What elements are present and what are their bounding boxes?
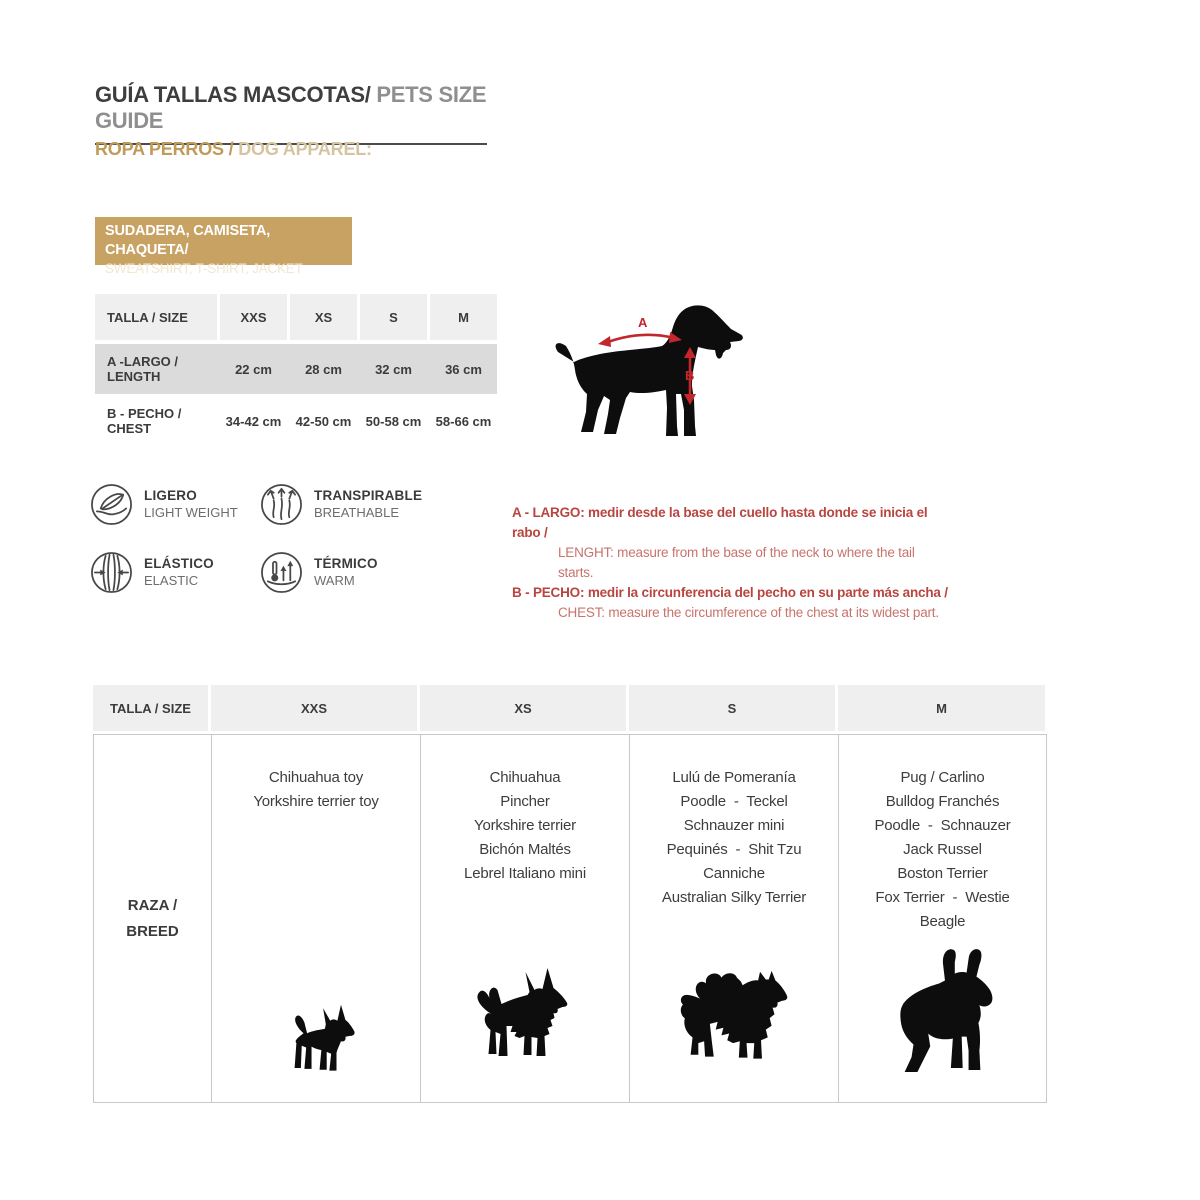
feature-elastic: [90, 551, 214, 594]
feather-hand-icon: [90, 483, 133, 526]
breed-header-cell: XXS: [211, 685, 417, 731]
breed-header-cell: TALLA / SIZE: [93, 685, 208, 731]
chest-arrow: [684, 347, 696, 405]
measure-diagram: [550, 296, 770, 451]
length-value: 22 cm: [235, 361, 272, 377]
page-title-en: PETS SIZE GUIDE: [95, 82, 487, 133]
length-value: 36 cm: [445, 361, 482, 377]
feature-label-es: TRANSPIRABLE: [314, 488, 423, 503]
note-b-main: B - PECHO: medir la circunferencia del pecho en su parte más ancha /: [512, 585, 948, 600]
breed-cell-s: Lulú de Pomeranía Poodle - Teckel Schnauzer mini Pequinés - Shit Tzu Canniche Australian Silky Terrier: [629, 735, 838, 1102]
length-value: 32 cm: [375, 361, 412, 377]
banner-line-en: SWEATSHIRT, T-SHIRT, JACKET: [105, 260, 303, 276]
breed-table-header: [93, 685, 1045, 731]
pomeranian-silhouette-icon: [671, 966, 797, 1074]
length-value: 28 cm: [305, 361, 342, 377]
chihuahua-silhouette-icon: [274, 994, 358, 1076]
feature-label-es: TÉRMICO: [314, 556, 378, 571]
svg-text:A: A: [638, 315, 648, 330]
breed-row-label: RAZA / BREED: [126, 896, 179, 940]
feature-label-es: LIGERO: [144, 488, 197, 503]
breed-cell-xxs: Chihuahua toy Yorkshire terrier toy: [211, 735, 420, 1102]
breed-header-cell: XS: [420, 685, 626, 731]
size-table-header-cell: XS: [290, 294, 357, 340]
long-haired-chihuahua-silhouette-icon: [467, 964, 583, 1076]
length-arrow: [598, 315, 682, 347]
size-table: [95, 294, 497, 446]
breed-cell-xs: Chihuahua Pincher Yorkshire terrier Bichón Maltés Lebrel Italiano mini: [420, 735, 629, 1102]
breed-header-cell: S: [629, 685, 835, 731]
feature-label-en: WARM: [314, 573, 355, 589]
labrador-silhouette-icon: [550, 296, 770, 448]
banner-line-es: SUDADERA, CAMISETA, CHAQUETA/: [105, 223, 271, 258]
subtitle-en: DOG APPAREL:: [238, 139, 372, 159]
feature-label-es: ELÁSTICO: [144, 556, 214, 571]
size-table-header-cell: XXS: [220, 294, 287, 340]
page-title: [95, 82, 487, 145]
french-bulldog-silhouette-icon: [884, 942, 1002, 1082]
note-a-main: A - LARGO: medir desde la base del cuello hasta donde se inicia el rabo /: [512, 505, 928, 540]
size-table-header-cell: S: [360, 294, 427, 340]
row-label: B - PECHO / CHEST: [107, 406, 182, 436]
size-table-header: [95, 294, 497, 340]
feature-lightweight: [90, 483, 238, 526]
breathable-icon: [260, 483, 303, 526]
chest-value: 34-42 cm: [225, 413, 282, 429]
chest-value: 58-66 cm: [435, 413, 492, 429]
breed-header-cell: M: [838, 685, 1045, 731]
size-table-header-cell: TALLA / SIZE: [95, 294, 217, 340]
feature-thermal: [260, 551, 378, 594]
subtitle-es: ROPA PERROS /: [95, 139, 239, 159]
breed-table-body: [93, 734, 1047, 1103]
breed-cell-m: Pug / Carlino Bulldog Franchés Poodle - Schnauzer Jack Russel Boston Terrier Fox Terrier - Westie Beagle: [838, 735, 1046, 1102]
feature-label-en: LIGHT WEIGHT: [144, 505, 238, 521]
size-table-row-length: [95, 344, 497, 394]
note-a-sub: LENGHT: measure from the base of the neck to where the tail starts.: [558, 545, 915, 580]
chest-value: 42-50 cm: [295, 413, 352, 429]
feature-breathable: [260, 483, 422, 526]
size-table-header-cell: M: [430, 294, 497, 340]
page-title-es: GUÍA TALLAS MASCOTAS/: [95, 82, 371, 107]
category-banner: [95, 217, 352, 276]
size-table-row-chest: [95, 396, 497, 446]
thermal-icon: [260, 551, 303, 594]
measure-notes: [512, 503, 952, 623]
row-label: A -LARGO / LENGTH: [107, 354, 179, 384]
svg-text:B: B: [685, 368, 695, 383]
section-subtitle: [95, 139, 372, 160]
note-b-sub: CHEST: measure the circumference of the chest at its widest part.: [558, 605, 939, 620]
chest-value: 50-58 cm: [365, 413, 422, 429]
elastic-icon: [90, 551, 133, 594]
feature-label-en: ELASTIC: [144, 573, 199, 589]
feature-label-en: BREATHABLE: [314, 505, 400, 521]
